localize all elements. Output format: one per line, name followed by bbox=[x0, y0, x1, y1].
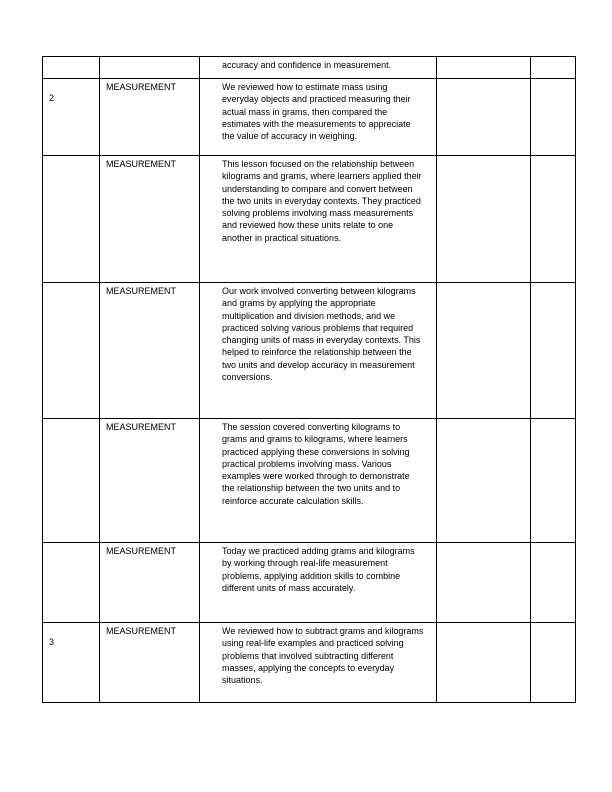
empty-cell bbox=[437, 79, 531, 156]
strand-label: MEASUREMENT bbox=[106, 546, 177, 556]
strand-cell bbox=[100, 283, 200, 419]
empty-cell bbox=[531, 283, 576, 419]
week-cell bbox=[43, 283, 100, 419]
strand-label bbox=[100, 57, 199, 59]
empty-cell bbox=[437, 156, 531, 283]
empty-cell bbox=[531, 623, 576, 703]
empty-cell bbox=[437, 543, 531, 623]
empty-cell bbox=[437, 57, 531, 79]
description-cell bbox=[200, 156, 437, 283]
empty-cell bbox=[531, 419, 576, 543]
empty-cell bbox=[531, 79, 576, 156]
empty-cell bbox=[531, 543, 576, 623]
week-number bbox=[43, 543, 99, 556]
week-number bbox=[43, 419, 99, 432]
strand-label: MEASUREMENT bbox=[106, 159, 177, 169]
week-cell bbox=[43, 79, 100, 156]
description-cell bbox=[200, 57, 437, 79]
lesson-description: Today we practiced adding grams and kilograms by working through real-life measurement problems, applying addition skills to combine different units of mass accurately. bbox=[222, 546, 415, 593]
strand-cell bbox=[100, 419, 200, 543]
week-cell bbox=[43, 156, 100, 283]
description-cell bbox=[200, 419, 437, 543]
table-row bbox=[43, 419, 576, 543]
empty-cell bbox=[437, 419, 531, 543]
week-number: 2 bbox=[49, 93, 55, 103]
table-row bbox=[43, 57, 576, 79]
week-number: 3 bbox=[49, 637, 55, 647]
strand-cell bbox=[100, 156, 200, 283]
week-cell bbox=[43, 623, 100, 703]
strand-label: MEASUREMENT bbox=[106, 626, 177, 636]
week-cell bbox=[43, 419, 100, 543]
empty-cell bbox=[437, 623, 531, 703]
table-row bbox=[43, 156, 576, 283]
strand-label: MEASUREMENT bbox=[106, 82, 177, 92]
week-cell bbox=[43, 57, 100, 79]
week-number bbox=[43, 156, 99, 169]
lesson-description: The session covered converting kilograms to grams and grams to kilograms, where learners practiced applying these conversions in solving practical problems involving mass. Various examples were worked through to demonstrate the relationship between the two units and to reinforce accurate calculation skills. bbox=[222, 422, 410, 506]
week-cell bbox=[43, 543, 100, 623]
week-number bbox=[43, 283, 99, 296]
description-cell bbox=[200, 623, 437, 703]
lesson-log-table bbox=[42, 56, 576, 703]
description-cell bbox=[200, 543, 437, 623]
lesson-description: We reviewed how to subtract grams and kilograms using real-life examples and practiced solving problems that involved subtracting different masses, applying the concepts to everyday situations. bbox=[222, 626, 424, 686]
strand-label: MEASUREMENT bbox=[106, 422, 177, 432]
table-row bbox=[43, 623, 576, 703]
table-row bbox=[43, 79, 576, 156]
description-cell bbox=[200, 79, 437, 156]
empty-cell bbox=[531, 57, 576, 79]
lesson-description: Our work involved converting between kilograms and grams by applying the appropriate multiplication and division methods, and we practiced solving various problems that required changing units of mass in everyday contexts. This helped to reinforce the relationship between the two units and develop accuracy in measurement conversions. bbox=[222, 286, 421, 383]
description-cell bbox=[200, 283, 437, 419]
strand-cell bbox=[100, 543, 200, 623]
strand-label: MEASUREMENT bbox=[106, 286, 177, 296]
strand-cell bbox=[100, 623, 200, 703]
week-number bbox=[43, 57, 99, 70]
lesson-description: This lesson focused on the relationship between kilograms and grams, where learners applied their understanding to compare and convert between the two units in everyday contexts. They practiced solving problems involving mass measurements and reviewed how these units relate to one another in practical situations. bbox=[222, 159, 422, 243]
strand-cell bbox=[100, 57, 200, 79]
table-row bbox=[43, 543, 576, 623]
empty-cell bbox=[531, 156, 576, 283]
empty-cell bbox=[437, 283, 531, 419]
lesson-description: accuracy and confidence in measurement. bbox=[222, 60, 392, 70]
table-row bbox=[43, 283, 576, 419]
strand-cell bbox=[100, 79, 200, 156]
lesson-description: We reviewed how to estimate mass using everyday objects and practiced measuring their actual mass in grams, then compared the estimates with the measurements to appreciate the value of accuracy in weighing. bbox=[222, 82, 411, 142]
